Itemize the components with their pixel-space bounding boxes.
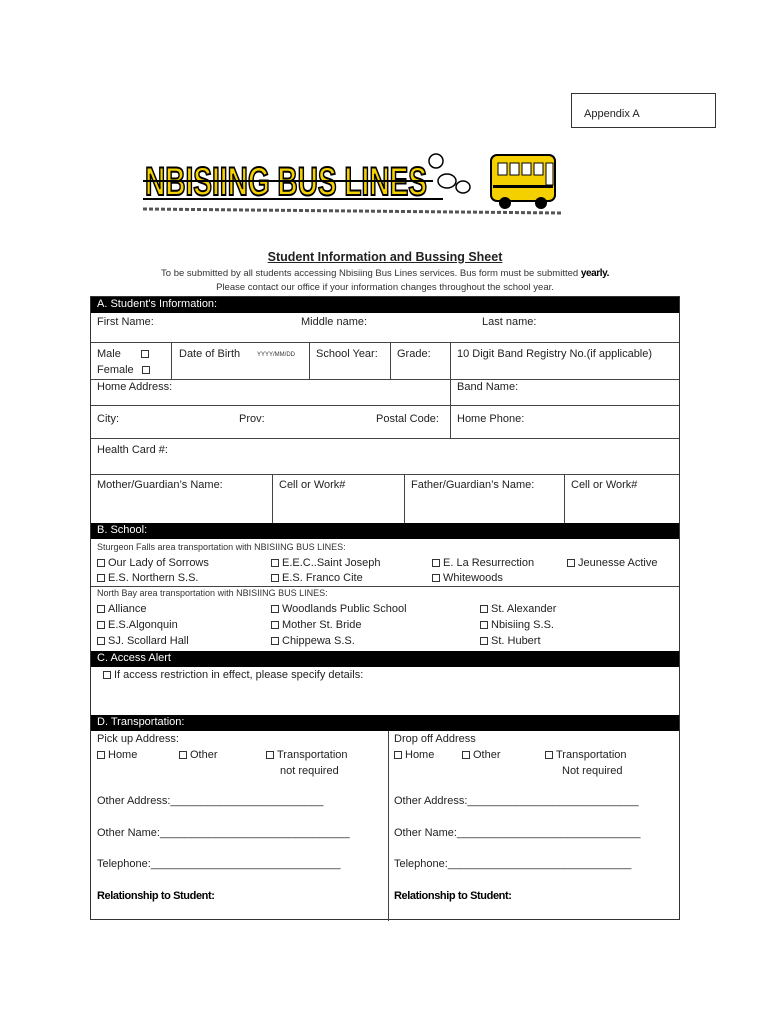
subtitle-emphasis: yearly. <box>580 268 609 279</box>
section-b-header: B. School: <box>91 523 679 539</box>
school-option[interactable] <box>432 572 503 584</box>
checkbox[interactable] <box>480 637 488 645</box>
father-name-label[interactable]: Father/Guardian’s Name: <box>411 479 535 491</box>
school-label: E.S.Algonquin <box>108 619 178 631</box>
bus-icon <box>491 155 555 209</box>
subtitle-text: To be submitted by all students accessing Nbisiing Bus Lines services. Bus form must be submitted <box>161 268 581 279</box>
school-option[interactable] <box>97 557 209 569</box>
school-option[interactable] <box>480 603 556 615</box>
dropoff-other-option[interactable] <box>462 749 501 761</box>
school-option[interactable] <box>567 557 658 569</box>
pickup-not-required: not required <box>280 765 339 777</box>
option-label: Home <box>108 749 138 761</box>
northbay-title: North Bay area transportation with NBISIING BUS LINES: <box>97 588 328 598</box>
band-name-label[interactable]: Band Name: <box>457 381 519 393</box>
access-alert-checkbox[interactable] <box>103 671 111 679</box>
female-checkbox[interactable] <box>142 366 150 374</box>
band-registry-label[interactable]: 10 Digit Band Registry No.(if applicable) <box>457 348 653 360</box>
pickup-telephone[interactable]: Telephone:_______________________________ <box>97 858 341 870</box>
pickup-label: Pick up Address: <box>97 733 179 745</box>
last-name-label[interactable]: Last name: <box>482 316 537 328</box>
checkbox[interactable] <box>266 751 274 759</box>
appendix-label <box>571 93 716 128</box>
checkbox[interactable] <box>271 605 279 613</box>
sturgeon-title: Sturgeon Falls area transportation with NBISIING BUS LINES: <box>97 542 346 552</box>
checkbox[interactable] <box>179 751 187 759</box>
checkbox[interactable] <box>462 751 470 759</box>
school-label: Nbisiing S.S. <box>491 619 554 631</box>
checkbox[interactable] <box>271 621 279 629</box>
home-address-label[interactable]: Home Address: <box>97 381 173 393</box>
option-label: Transportation <box>277 749 348 761</box>
school-label: E.S. Northern S.S. <box>108 572 199 584</box>
student-form <box>90 296 680 920</box>
dropoff-transport-option[interactable] <box>545 749 627 761</box>
section-c-header: C. Access Alert <box>91 651 679 667</box>
school-option[interactable] <box>271 635 355 647</box>
school-label: Chippewa S.S. <box>282 635 355 647</box>
school-option[interactable] <box>480 619 554 631</box>
dropoff-home-option[interactable] <box>394 749 434 761</box>
school-label: E.S. Franco Cite <box>282 572 363 584</box>
option-label: Other <box>473 749 501 761</box>
checkbox[interactable] <box>567 559 575 567</box>
checkbox[interactable] <box>480 605 488 613</box>
father-cell-label[interactable]: Cell or Work# <box>571 479 638 491</box>
access-alert-option[interactable] <box>103 669 363 681</box>
middle-name-label[interactable]: Middle name: <box>301 316 368 328</box>
home-phone-label[interactable]: Home Phone: <box>457 413 525 425</box>
health-card-label[interactable]: Health Card #: <box>97 444 168 456</box>
dropoff-not-required: Not required <box>562 765 623 777</box>
male-label: Male <box>97 348 121 360</box>
checkbox[interactable] <box>97 574 105 582</box>
dob-label[interactable]: Date of Birth <box>179 348 241 360</box>
section-a-header: A. Student's Information: <box>91 297 679 313</box>
school-option[interactable] <box>271 557 380 569</box>
city-label[interactable]: City: <box>97 413 119 425</box>
dropoff-label: Drop off Address <box>394 733 476 745</box>
school-option[interactable] <box>271 619 361 631</box>
checkbox[interactable] <box>545 751 553 759</box>
school-label: Jeunesse Active <box>578 557 658 569</box>
pickup-home-option[interactable] <box>97 749 137 761</box>
checkbox[interactable] <box>271 574 279 582</box>
pickup-other-option[interactable] <box>179 749 218 761</box>
school-label: E.E.C..Saint Joseph <box>282 557 381 569</box>
subtitle-line-2: Please contact our office if your information changes throughout the school year. <box>216 282 554 293</box>
pickup-transport-option[interactable] <box>266 749 348 761</box>
dropoff-other-address[interactable]: Other Address:____________________________ <box>394 795 639 807</box>
school-label: Our Lady of Sorrows <box>108 557 209 569</box>
option-label: Transportation <box>556 749 627 761</box>
school-option[interactable] <box>97 619 178 631</box>
subtitle-line-1 <box>90 268 680 279</box>
school-option[interactable] <box>97 603 147 615</box>
first-name-label[interactable]: First Name: <box>97 316 154 328</box>
checkbox[interactable] <box>97 605 105 613</box>
school-option[interactable] <box>480 635 541 647</box>
school-option[interactable] <box>271 603 407 615</box>
female-label: Female <box>97 364 134 376</box>
section-d-header: D. Transportation: <box>91 715 679 731</box>
checkbox[interactable] <box>271 637 279 645</box>
female-option[interactable] <box>97 364 153 376</box>
checkbox[interactable] <box>432 574 440 582</box>
dropoff-telephone[interactable]: Telephone:______________________________ <box>394 858 632 870</box>
school-label: St. Hubert <box>491 635 541 647</box>
checkbox[interactable] <box>97 621 105 629</box>
checkbox[interactable] <box>97 559 105 567</box>
option-label: Other <box>190 749 218 761</box>
dropoff-other-name[interactable]: Other Name:______________________________ <box>394 827 641 839</box>
school-label: St. Alexander <box>491 603 557 615</box>
checkbox[interactable] <box>432 559 440 567</box>
prov-label[interactable]: Prov: <box>239 413 265 425</box>
checkbox[interactable] <box>394 751 402 759</box>
appendix-text: Appendix A <box>584 108 640 120</box>
school-label: SJ. Scollard Hall <box>108 635 189 647</box>
postal-code-label[interactable]: Postal Code: <box>376 413 439 425</box>
checkbox[interactable] <box>97 637 105 645</box>
company-logo <box>143 143 563 219</box>
school-option[interactable] <box>97 635 189 647</box>
male-checkbox[interactable] <box>141 350 149 358</box>
checkbox[interactable] <box>97 751 105 759</box>
school-label: E. La Resurrection <box>443 557 535 569</box>
dob-format: YYYY/MM/DD <box>257 352 296 358</box>
school-label: Alliance <box>108 603 147 615</box>
mother-name-label[interactable]: Mother/Guardian’s Name: <box>97 479 223 491</box>
option-label: Home <box>405 749 435 761</box>
checkbox[interactable] <box>480 621 488 629</box>
pickup-relationship[interactable]: Relationship to Student: <box>97 890 215 902</box>
access-alert-label: If access restriction in effect, please specify details: <box>114 669 364 681</box>
grade-label[interactable]: Grade: <box>397 348 431 360</box>
checkbox[interactable] <box>271 559 279 567</box>
school-option[interactable] <box>271 572 363 584</box>
logo-text: NBISIING BUS LINES <box>145 160 427 204</box>
school-label: Woodlands Public School <box>282 603 407 615</box>
dropoff-relationship[interactable]: Relationship to Student: <box>394 890 512 902</box>
school-year-label[interactable]: School Year: <box>316 348 378 360</box>
school-label: Whitewoods <box>443 572 503 584</box>
pickup-other-name[interactable]: Other Name:_______________________________ <box>97 827 350 839</box>
page-title: Student Information and Bussing Sheet <box>267 250 503 264</box>
male-option[interactable] <box>97 348 152 360</box>
pickup-other-address[interactable]: Other Address:_________________________ <box>97 795 324 807</box>
school-label: Mother St. Bride <box>282 619 362 631</box>
school-option[interactable] <box>432 557 534 569</box>
school-option[interactable] <box>97 572 198 584</box>
mother-cell-label[interactable]: Cell or Work# <box>279 479 346 491</box>
